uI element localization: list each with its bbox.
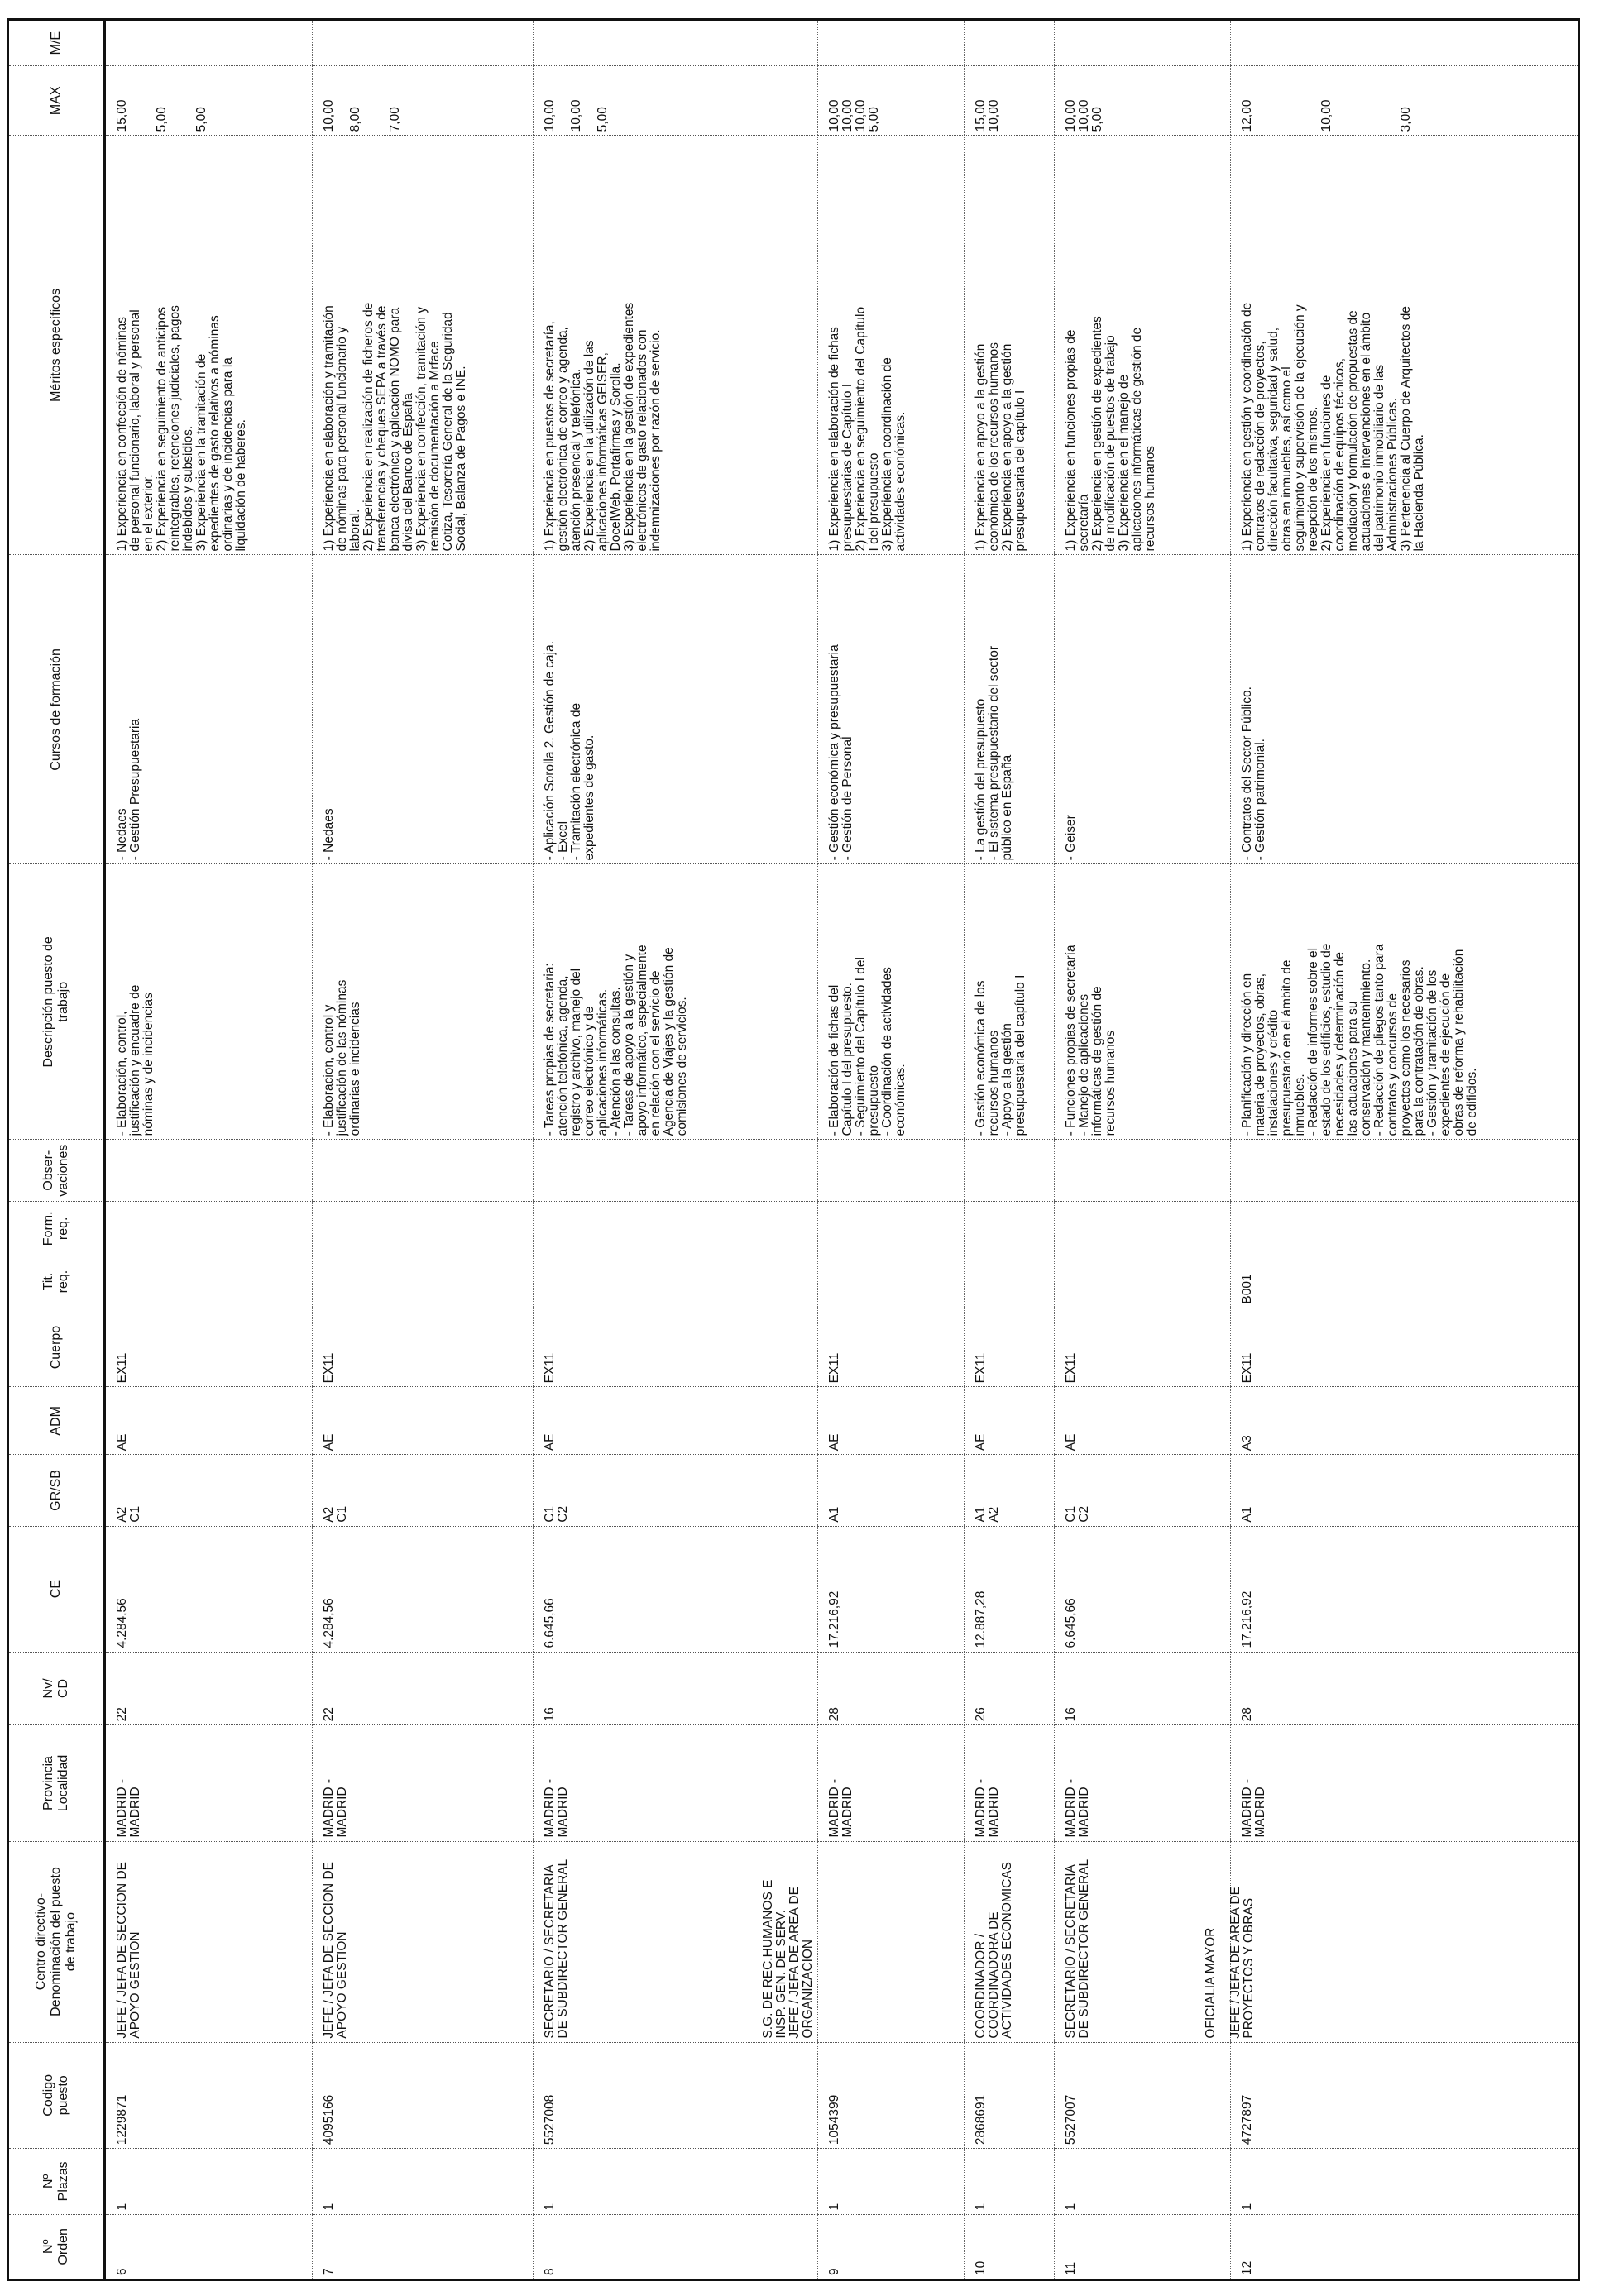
- cell-formacion: [1054, 1202, 1231, 1256]
- cell-cursos: - Nedaes: [313, 555, 534, 864]
- table-row: [313, 20, 534, 2280]
- header-row: [8, 20, 105, 2280]
- centro-text: SECRETARIO / SECRETARIA DE SUBDIRECTOR GENERAL: [1063, 1858, 1091, 2039]
- cell-max: 10,00 10,00 5,00: [533, 66, 817, 136]
- cell-grupo: A1: [1231, 1455, 1579, 1526]
- cell-max: 15,00 10,00: [965, 66, 1054, 136]
- cell-cuerpo: EX11: [313, 1308, 534, 1387]
- cell-nivel: 26: [965, 1652, 1054, 1725]
- centro-group-label: S.G. DE REC.HUMANOS E INSP. GEN. DE SERV.: [760, 1879, 788, 2039]
- cell-meritos: 1) Experiencia en elaboración y tramitación de nóminas para personal funcionario y laboral. 2) Experiencia en realización de ficheros de transferencias y cheques SEPA a través de banca electrónica y aplicación NOMO para divisa del Banco de España 3) Experiencia en confección, tramitación y remisión de documentación a Mrface Cotiza, Tesorería General de la Seguridad Social, Balanza de Pagos e INE.: [313, 136, 534, 555]
- cell-adm: AE: [817, 1387, 965, 1455]
- header-meritos: Méritos específicos: [8, 136, 105, 555]
- cell-nivel: 28: [817, 1652, 965, 1725]
- cell-descripcion: - Tareas propias de secretaria: atención telefónica, agenda, registro y archivo, manejo del correo electrónico y de aplicaciones informáticas. - Atención a las consultas. - Tareas de apoyo a la gestión y apoyo informático, especialmente en relación con el servicio de Agencia de Viajes y la gestión de comisiones de servicios.: [533, 864, 817, 1140]
- cell-meritos: 1) Experiencia en puestos de secretaría, gestión electrónica de correo y agenda, atención presencial y telefónica. 2) Experiencia en la utilización de las aplicaciones informáticas GEISER, DocelWeb, Portafirmas y Sorolla. 3) Experiencia en la gestión de expedientes electrónicos de gasto relacionados con indemnizaciones por razón de servicio.: [533, 136, 817, 555]
- cell-plazas: 1: [1054, 2149, 1231, 2214]
- cell-codigo: 2868691: [965, 2042, 1054, 2149]
- cell-meritos: 1) Experiencia en apoyo a la gestión económica de los recursos humanos 2) Experiencia en apoyo a la gestión presupuestaria del capítulo I: [965, 136, 1054, 555]
- cell-ce: 17.216,92: [817, 1526, 965, 1652]
- header-plazas: Nº Plazas: [8, 2149, 105, 2214]
- cell-orden: 11: [1054, 2214, 1231, 2279]
- cell-descripcion: - Planificación y dirección en materia de proyectos, obras, instalaciones y crédito presupuestario en el ámbito de inmuebles. - Redacción de informes sobre el estado de los edificios, estudio de necesidades y determinación de las actuaciones para su conservación y mantenimiento. - Redacción de pliegos tanto para contratos y concursos de proyectos como los necesarios para la contratación de obras. - Gestión y tramitación de los expedientes de ejecución de obras de reforma y rehabilitación de edificios.: [1231, 864, 1579, 1140]
- cell-formacion: [1231, 1202, 1579, 1256]
- cell-me: [313, 20, 534, 66]
- cell-nivel: 16: [533, 1652, 817, 1725]
- header-me: M/E: [8, 20, 105, 66]
- cell-me: [1231, 20, 1579, 66]
- cell-meritos: 1) Experiencia en elaboración de fichas presupuestarias de Capítulo I 2) Experiencia en seguimiento del Capítulo I del presupuesto 3) Experiencia en coordinación de actividades económicas.: [817, 136, 965, 555]
- cell-cuerpo: EX11: [105, 1308, 313, 1387]
- cell-codigo: 5527007: [1054, 2042, 1231, 2149]
- cell-cursos: - Contratos del Sector Público. - Gestión patrimonial.: [1231, 555, 1579, 864]
- cell-observaciones: [1054, 1140, 1231, 1202]
- cell-provincia: MADRID - MADRID: [105, 1725, 313, 1841]
- cell-ce: 4.284,56: [105, 1526, 313, 1652]
- cell-orden: 6: [105, 2214, 313, 2279]
- cell-observaciones: [105, 1140, 313, 1202]
- cell-grupo: A2 C1: [105, 1455, 313, 1526]
- cell-provincia: MADRID - MADRID: [313, 1725, 534, 1841]
- cell-cuerpo: EX11: [533, 1308, 817, 1387]
- cell-titulacion: [313, 1256, 534, 1308]
- cell-provincia: MADRID - MADRID: [1054, 1725, 1231, 1841]
- cell-plazas: 1: [313, 2149, 534, 2214]
- cell-centro: [760, 1841, 965, 2042]
- cell-formacion: [817, 1202, 965, 1256]
- cell-provincia: MADRID - MADRID: [965, 1725, 1054, 1841]
- cell-codigo: 5527008: [533, 2042, 817, 2149]
- centro-text: JEFE / JEFA DE SECCION DE APOYO GESTION: [115, 1861, 142, 2039]
- cell-plazas: 1: [105, 2149, 313, 2214]
- cell-centro: [1204, 1841, 1579, 2042]
- cell-codigo: 4727897: [1231, 2042, 1579, 2149]
- header-ce: CE: [8, 1526, 105, 1652]
- cell-observaciones: [965, 1140, 1054, 1202]
- cell-centro: [105, 1841, 313, 2042]
- centro-text: SECRETARIO / SECRETARIA DE SUBDIRECTOR GENERAL: [542, 1858, 570, 2039]
- cell-grupo: A1 A2: [965, 1455, 1054, 1526]
- cell-plazas: 1: [817, 2149, 965, 2214]
- header-grupo: GR/SB: [8, 1455, 105, 1526]
- cell-descripcion: - Elaboracion, control y justificación de las nóminas ordinarias e incidencias: [313, 864, 534, 1140]
- header-titulacion: Tit. req.: [8, 1256, 105, 1308]
- cell-me: [817, 20, 965, 66]
- cell-adm: AE: [1054, 1387, 1231, 1455]
- header-max: MAX: [8, 66, 105, 136]
- cell-adm: AE: [105, 1387, 313, 1455]
- cell-orden: 9: [817, 2214, 965, 2279]
- cell-descripcion: - Elaboración, control, justificación y encuadre de nóminas y de incidencias: [105, 864, 313, 1140]
- header-descripcion: Descripción puesto de trabajo: [8, 864, 105, 1140]
- cell-orden: 8: [533, 2214, 817, 2279]
- cell-titulacion: [533, 1256, 817, 1308]
- cell-adm: AE: [533, 1387, 817, 1455]
- cell-meritos: 1) Experiencia en funciones propias de secretaría 2) Experiencia en gestión de expedientes de modificación de puestos de trabajo 3) Experiencia en el manejo de aplicaciones informáticas de gestión de recursos humanos: [1054, 136, 1231, 555]
- cell-ce: 17.216,92: [1231, 1526, 1579, 1652]
- cell-provincia: MADRID - MADRID: [533, 1725, 817, 1841]
- cell-titulacion: [965, 1256, 1054, 1308]
- cell-orden: 7: [313, 2214, 534, 2279]
- header-orden: Nº Orden: [8, 2214, 105, 2279]
- cell-formacion: [313, 1202, 534, 1256]
- cell-plazas: 1: [1231, 2149, 1579, 2214]
- cell-max: 10,00 10,00 5,00: [1054, 66, 1231, 136]
- header-cursos: Cursos de formación: [8, 555, 105, 864]
- header-formacion: Form. req.: [8, 1202, 105, 1256]
- header-provincia: Provincia Localidad: [8, 1725, 105, 1841]
- header-observaciones: Obser- vaciones: [8, 1140, 105, 1202]
- cell-centro: [965, 1841, 1054, 2042]
- cell-cursos: - Gestión económica y presupuestaria - Gestión de Personal: [817, 555, 965, 864]
- cell-formacion: [533, 1202, 817, 1256]
- cell-nivel: 22: [313, 1652, 534, 1725]
- cell-cursos: - Aplicación Sorolla 2. Gestión de caja. - Excel - Tramitación electrónica de expedientes de gasto.: [533, 555, 817, 864]
- cell-observaciones: [313, 1140, 534, 1202]
- table-row: [817, 20, 965, 2280]
- centro-text: JEFE / JEFA DE AREA DE ORGANIZACION: [787, 1887, 815, 2039]
- cell-cuerpo: EX11: [1054, 1308, 1231, 1387]
- header-centro: Centro directivo- Denominación del puesto de trabajo: [8, 1841, 105, 2042]
- cell-meritos: 1) Experiencia en confección de nóminas de personal funcionario, laboral y personal en el exterior. 2) Experiencia en seguimiento de anticipos reintegrables, retenciones judiciales, pagos indebidos y subsidios. 3) Experiencia en la tramitación de expedientes de gasto relativos a nóminas ordinarias y de incidencias para la liquidación de haberes.: [105, 136, 313, 555]
- cell-cursos: - La gestión del presupuesto - El sistema presupuestario del sector público en España: [965, 555, 1054, 864]
- table-row: [105, 20, 313, 2280]
- cell-formacion: [105, 1202, 313, 1256]
- table-row: [965, 20, 1054, 2280]
- cell-me: [105, 20, 313, 66]
- cell-descripcion: - Funciones propias de secretaría - Manejo de aplicaciones informáticas de gestión de recursos humanos: [1054, 864, 1231, 1140]
- cell-formacion: [965, 1202, 1054, 1256]
- cell-adm: A3: [1231, 1387, 1579, 1455]
- cell-nivel: 22: [105, 1652, 313, 1725]
- header-nivel: Nv/ CD: [8, 1652, 105, 1725]
- cell-ce: 4.284,56: [313, 1526, 534, 1652]
- cell-cuerpo: EX11: [1231, 1308, 1579, 1387]
- centro-text: COORDINADOR / COORDINADORA DE ACTIVIDADES ECONOMICAS: [974, 1861, 1015, 2039]
- cell-plazas: 1: [533, 2149, 817, 2214]
- cell-observaciones: [533, 1140, 817, 1202]
- header-cuerpo: Cuerpo: [8, 1308, 105, 1387]
- cell-titulacion: B001: [1231, 1256, 1579, 1308]
- cell-nivel: 28: [1231, 1652, 1579, 1725]
- cell-adm: AE: [965, 1387, 1054, 1455]
- cell-titulacion: [817, 1256, 965, 1308]
- cell-cursos: - Geiser: [1054, 555, 1231, 864]
- cell-max: 10,00 10,00 10,00 5,00: [817, 66, 965, 136]
- header-adm: ADM: [8, 1387, 105, 1455]
- cell-ce: 12.887,28: [965, 1526, 1054, 1652]
- cell-grupo: C1 C2: [1054, 1455, 1231, 1526]
- cell-orden: 12: [1231, 2214, 1579, 2279]
- cell-descripcion: - Elaboración de fichas del Capítulo I del presupuesto. - Seguimiento del Capítulo I del presupuesto - Coordinación de actividades económicas.: [817, 864, 965, 1140]
- cell-max: 12,00 10,00 3,00: [1231, 66, 1579, 136]
- cell-me: [1054, 20, 1231, 66]
- cell-plazas: 1: [965, 2149, 1054, 2214]
- cell-codigo: 1229871: [105, 2042, 313, 2149]
- cell-me: [965, 20, 1054, 66]
- cell-max: 15,00 5,00 5,00: [105, 66, 313, 136]
- cell-descripcion: - Gestión económica de los recursos humanos - Apoyo a la gestión presupuestaria del capítulo I: [965, 864, 1054, 1140]
- cell-ce: 6.645,66: [533, 1526, 817, 1652]
- cell-cuerpo: EX11: [965, 1308, 1054, 1387]
- centro-group-label: OFICIALIA MAYOR: [1204, 1927, 1219, 2039]
- header-codigo: Codigo puesto: [8, 2042, 105, 2149]
- job-positions-table: [7, 18, 1580, 2281]
- cell-max: 10,00 8,00 7,00: [313, 66, 534, 136]
- cell-grupo: C1 C2: [533, 1455, 817, 1526]
- cell-codigo: 4095166: [313, 2042, 534, 2149]
- cell-ce: 6.645,66: [1054, 1526, 1231, 1652]
- cell-cursos: - Nedaes - Gestión Presupuestaria: [105, 555, 313, 864]
- cell-grupo: A1: [817, 1455, 965, 1526]
- cell-provincia: MADRID - MADRID: [817, 1725, 965, 1841]
- centro-text: JEFE / JEFA DE SECCION DE APOYO GESTION: [322, 1861, 350, 2039]
- cell-cuerpo: EX11: [817, 1308, 965, 1387]
- cell-centro: [313, 1841, 534, 2042]
- cell-me: [533, 20, 817, 66]
- cell-provincia: MADRID - MADRID: [1231, 1725, 1579, 1841]
- cell-grupo: A2 C1: [313, 1455, 534, 1526]
- table-row: [1231, 20, 1579, 2280]
- centro-text: JEFE / JEFA DE AREA DE PROYECTOS Y OBRAS: [1228, 1887, 1257, 2039]
- cell-observaciones: [1231, 1140, 1579, 1202]
- cell-nivel: 16: [1054, 1652, 1231, 1725]
- cell-codigo: 1054399: [817, 2042, 965, 2149]
- cell-titulacion: [1054, 1256, 1231, 1308]
- cell-meritos: 1) Experiencia en gestión y coordinación de contratos de redacción de proyectos, dirección facultativa, seguridad y salud, obras en inmuebles, así como el seguimiento y supervisión de la ejecución y recepción de los mismos. 2) Experiencia en funciones de coordinación de equipos técnicos, mediación y formulación de propuestas de actuaciones e intervenciones en el ámbito del patrimonio inmobiliario de las Administraciones Públicas. 3) Pertenencia al Cuerpo de Arquitectos de la Hacienda Pública.: [1231, 136, 1579, 555]
- cell-observaciones: [817, 1140, 965, 1202]
- cell-adm: AE: [313, 1387, 534, 1455]
- cell-orden: 10: [965, 2214, 1054, 2279]
- cell-titulacion: [105, 1256, 313, 1308]
